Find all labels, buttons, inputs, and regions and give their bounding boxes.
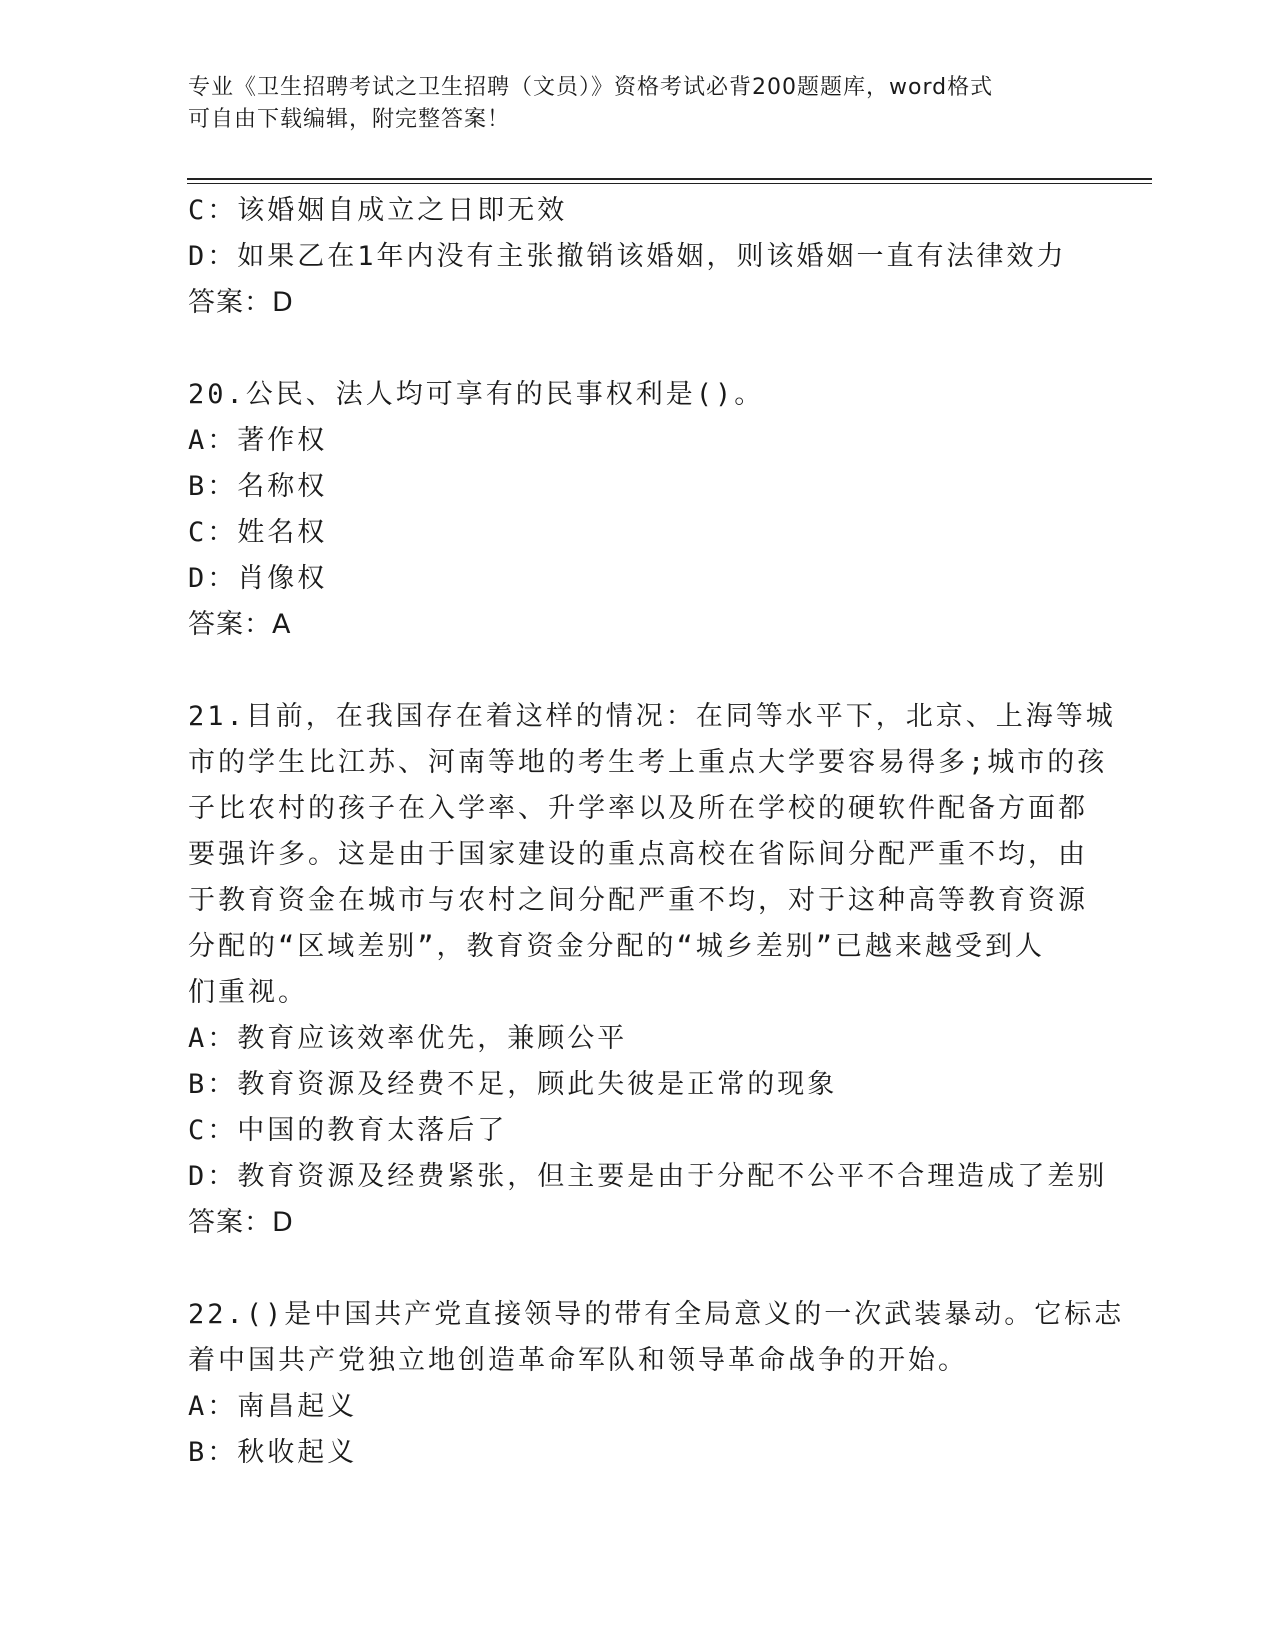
option-d: D：肖像权 [188, 563, 328, 594]
question-stem-line: 21.目前，在我国存在着这样的情况：在同等水平下，北京、上海等城 [188, 701, 1116, 732]
option-c: C：姓名权 [188, 517, 328, 548]
option-d: D：如果乙在1年内没有主张撤销该婚姻，则该婚姻一直有法律效力 [188, 241, 1067, 272]
option-c: C：该婚姻自成立之日即无效 [188, 195, 568, 226]
question-stem-line: 22.()是中国共产党直接领导的带有全局意义的一次武装暴动。它标志 [188, 1299, 1125, 1330]
question-stem-line: 子比农村的孩子在入学率、升学率以及所在学校的硬软件配备方面都 [188, 793, 1088, 824]
question-stem-line: 分配的“区域差别”，教育资金分配的“城乡差别”已越来越受到人 [188, 931, 1046, 962]
option-a: A：著作权 [188, 425, 328, 456]
header-line-2: 可自由下载编辑，附完整答案！ [188, 107, 511, 132]
document-header [188, 72, 1068, 136]
header-divider-thick [187, 178, 1152, 180]
spacer [188, 1246, 1088, 1292]
question-stem-line: 着中国共产党独立地创造革命军队和领导革命战争的开始。 [188, 1345, 968, 1376]
option-c: C：中国的教育太落后了 [188, 1115, 508, 1146]
question-stem-line: 于教育资金在城市与农村之间分配严重不均，对于这种高等教育资源 [188, 885, 1088, 916]
option-b: B：秋收起义 [188, 1437, 358, 1468]
question-22 [188, 1292, 1125, 1476]
header-divider-thin [187, 183, 1152, 184]
spacer [188, 648, 1088, 694]
answer: 答案：D [188, 287, 294, 318]
option-d: D：教育资源及经费紧张，但主要是由于分配不公平不合理造成了差别 [188, 1161, 1108, 1192]
answer: 答案：A [188, 609, 292, 640]
question-list [188, 188, 1125, 1476]
question-20 [188, 372, 1088, 648]
answer: 答案：D [188, 1207, 294, 1238]
option-b: B：教育资源及经费不足，顾此失彼是正常的现象 [188, 1069, 838, 1100]
question-stem-line: 们重视。 [188, 977, 308, 1008]
question-stem: 20.公民、法人均可享有的民事权利是()。 [188, 379, 765, 410]
question-21 [188, 694, 1116, 1246]
question-stem-line: 市的学生比江苏、河南等地的考生考上重点大学要容易得多;城市的孩 [188, 747, 1108, 778]
option-a: A：教育应该效率优先，兼顾公平 [188, 1023, 628, 1054]
spacer [188, 326, 1088, 372]
option-a: A：南昌起义 [188, 1391, 358, 1422]
question-stem-line: 要强许多。这是由于国家建设的重点高校在省际间分配严重不均，由 [188, 839, 1088, 870]
header-line-1: 专业《卫生招聘考试之卫生招聘（文员）》资格考试必背200题题库，word格式 [188, 75, 994, 100]
option-b: B：名称权 [188, 471, 328, 502]
question-19 [188, 188, 1088, 326]
